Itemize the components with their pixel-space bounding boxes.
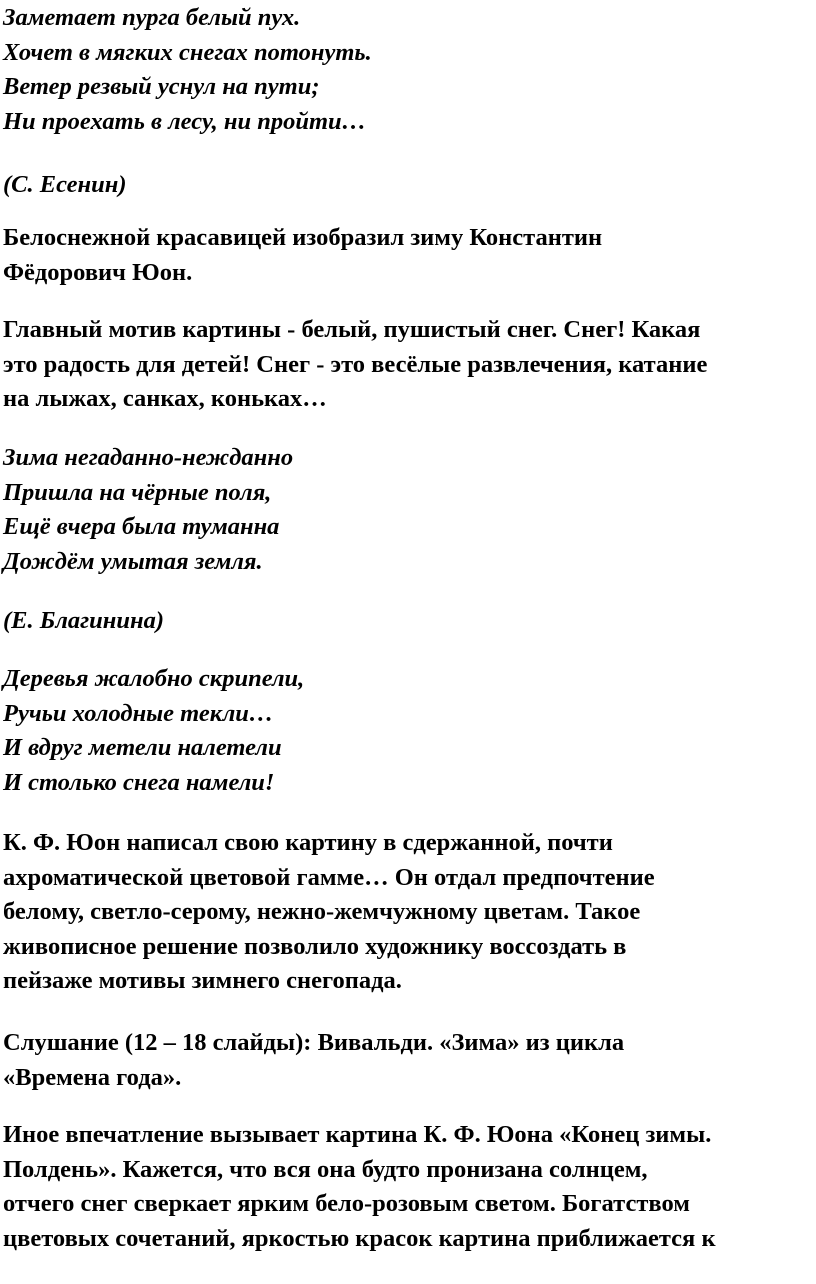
paragraph-line: К. Ф. Юон написал свою картину в сдержанной, почти [3,829,613,856]
author-attribution: (С. Есенин) [3,171,127,198]
poem-line: И вдруг метели налетели [3,734,282,761]
poem-line: Зима негаданно-нежданно [3,444,294,471]
poem-blaginina [3,441,293,579]
poem-line: Дождём умытая земля. [3,547,263,575]
poem-esenin [3,1,372,139]
paragraph-line: Иное впечатление вызывает картина К. Ф. Юона «Конец зимы. [3,1121,712,1148]
paragraph-line: «Времена года». [3,1063,182,1091]
paragraph-line: Слушание (12 – 18 слайды): Вивальди. «Зима» из цикла [3,1029,625,1056]
poem-line: Заметает пурга белый пух. [3,4,301,31]
author-attribution: (Е. Благинина) [3,607,165,634]
paragraph-listening [3,1026,624,1095]
paragraph-line: живописное решение позволило художнику воссоздать в [3,932,627,960]
paragraph-line: Белоснежной красавицей изобразил зиму Константин [3,224,603,251]
poem-line: Ветер резвый уснул на пути; [3,73,320,100]
paragraph-line: цветовых сочетаний, яркостью красок картина приближается к [3,1224,716,1252]
poem-line: И столько снега намели! [3,768,275,796]
poem-line: Ещё вчера была туманна [3,513,280,540]
paragraph-line: Фёдорович Юон. [3,258,193,286]
paragraph-end-of-winter [3,1118,716,1256]
paragraph-achromatic [3,826,655,999]
paragraph-line: Главный мотив картины - белый, пушистый снег. Снег! Какая [3,316,701,343]
paragraph-line: пейзаже мотивы зимнего снегопада. [3,967,402,994]
paragraph-main-motif [3,313,707,417]
poem-line: Деревья жалобно скрипели, [3,665,305,692]
paragraph-line: белому, светло-серому, нежно-жемчужному цветам. Такое [3,898,641,925]
paragraph-line: на лыжах, санках, коньках… [3,385,327,412]
poem-line: Хочет в мягких снегах потонуть. [3,38,372,66]
poem-line: Пришла на чёрные поля, [3,478,272,506]
poem-line: Ручьи холодные текли… [3,699,274,727]
poem-author-blaginina [3,604,164,639]
poem-author-esenin [3,168,127,203]
paragraph-line: это радость для детей! Снег - это весёлые развлечения, катание [3,350,708,378]
paragraph-yuon-intro [3,221,602,290]
poem-trees [3,662,304,800]
poem-line: Ни проехать в лесу, ни пройти… [3,107,367,135]
paragraph-line: отчего снег сверкает ярким бело-розовым светом. Богатством [3,1190,690,1217]
paragraph-line: ахроматической цветовой гамме… Он отдал предпочтение [3,863,655,891]
paragraph-line: Полдень». Кажется, что вся она будто пронизана солнцем, [3,1155,648,1183]
